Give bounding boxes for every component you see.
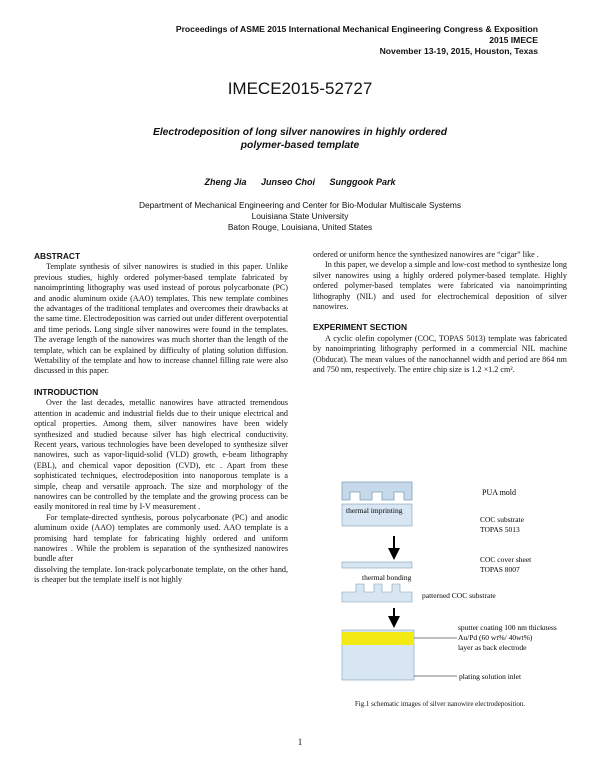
electrode-layer-shape <box>342 632 414 645</box>
author-name: Sunggook Park <box>329 177 396 187</box>
pua-mold-shape <box>342 482 412 500</box>
introduction-heading: INTRODUCTION <box>34 386 99 397</box>
label-thermal-imprinting: thermal imprinting <box>346 506 403 515</box>
paper-id: IMECE2015-52727 <box>227 79 373 98</box>
label-topas-8007: TOPAS 8007 <box>480 565 520 574</box>
header-line-3: November 13-19, 2015, Houston, Texas <box>379 46 538 56</box>
author-name: Junseo Choi <box>260 177 315 187</box>
process-schematic-figure <box>322 480 572 690</box>
right-paragraph-1: ordered or uniform hence the synthesized nanowires are “cigar” like . <box>313 250 539 259</box>
label-pua-mold: PUA mold <box>482 488 517 497</box>
abstract-heading: ABSTRACT <box>34 251 81 261</box>
label-sputter-1: sputter coating 100 nm thickness <box>458 623 557 632</box>
experiment-heading: EXPERIMENT SECTION <box>313 322 407 333</box>
introduction-paragraph-3: dissolving the template. Ion-track polycarbonate template, on the other hand, is cheaper but the template itself is not highly <box>34 564 288 585</box>
label-coc-cover: COC cover sheet <box>480 555 532 564</box>
abstract-text: Template synthesis of silver nanowires is studied in this paper. Unlike previous studies, highly ordered polymer-based template fabricated by nanoimprinting lithography was used instead of porous polycarbonate (PC) and anodic aluminum oxide (AAO) templates. This new template combines the advantages of the traditional templates and overcomes their drawbacks at the same time. Electrodeposition was carried out under different overpotential and time periods. Long single silver nanowires were found in the templates. The average length of the nanowires was much shorter than the length of the template, which can be explained by difficulty of plating solution diffusion. Wettability of the template and how to increase channel filling rate were also discussed in this paper. <box>34 262 288 376</box>
introduction-paragraph-2: For template-directed synthesis, porous polycarbonate (PC) and anodic aluminum oxide (AAO) templates are commonly used. AAO template is a promising hard template for fabricating highly ordered and uniform nanowires . While the problem is separation of the synthesized nanowires bundle after <box>34 512 288 564</box>
affiliation <box>60 200 540 233</box>
label-coc-substrate: COC substrate <box>480 515 524 524</box>
label-topas-5013: TOPAS 5013 <box>480 525 520 534</box>
header-line-2: 2015 IMECE <box>489 35 538 45</box>
label-plating-inlet: plating solution inlet <box>459 672 522 681</box>
right-column <box>313 250 567 375</box>
label-patterned-coc: patterned COC substrate <box>422 591 496 600</box>
header-line-1: Proceedings of ASME 2015 International Mechanical Engineering Congress & Exposition <box>175 24 538 34</box>
label-sputter-3: layer as back electrode <box>458 643 527 652</box>
title-line-1: Electrodeposition of long silver nanowires in highly ordered <box>152 127 448 138</box>
experiment-text: A cyclic olefin copolymer (COC, TOPAS 5013) template was fabricated by nanoimprinting lithography performed in a commercial NIL machine (Obducat). The mean values of the nanochannel width and period are 864 nm and 750 nm, respectively. The entire chip size is 1.2 ×1.2 cm². <box>313 333 567 375</box>
author-list <box>0 177 600 187</box>
paper-title <box>60 126 540 152</box>
right-paragraph-2: In this paper, we develop a simple and low-cost method to synthesize long silver nanowires using a highly ordered polymer-based template. Highly ordered polymer-based templates were fabricated via nanoimprinting lithography (NIL) and used for electrochemical deposition of silver nanowires. <box>313 260 567 312</box>
label-thermal-bonding: thermal bonding <box>362 573 412 582</box>
page-number: 1 <box>297 737 303 747</box>
figure-caption: Fig.1 schematic images of silver nanowire electrodeposition. <box>354 700 526 708</box>
introduction-paragraph-1: Over the last decades, metallic nanowires have attracted tremendous attention in academic and industrial fields due to their unique electrical and optical properties. Among them, silver nanowires have been widely synthesized and studied because silver has high electrical conductivity. Recent years, various technologies have been developed to synthesize silver nanowires, such as vapor-liquid-solid (VLD) growth, e-beam lithography (EBL), and chemical vapor deposition (CVD), etc . Apart from these sophisticated techniques, electrodeposition into nanoporous template is a simple, cheap and versatile approach. The size and morphology of the nanowires can be controlled by the template and the growing process can be easily monitored in real time by I-V measurement . <box>34 398 288 512</box>
left-column <box>34 251 288 586</box>
label-sputter-2: Au/Pd (60 wt%/ 40wt%) <box>458 633 533 642</box>
title-line-2: polymer-based template <box>240 140 360 151</box>
affiliation-line-3: Baton Rouge, Louisiana, United States <box>227 222 373 232</box>
patterned-substrate-shape <box>342 584 412 602</box>
conference-header <box>176 24 538 57</box>
cover-sheet-shape <box>342 562 412 568</box>
affiliation-line-1: Department of Mechanical Engineering and Center for Bio-Modular Multiscale Systems <box>138 200 462 210</box>
affiliation-line-2: Louisiana State University <box>251 211 349 221</box>
author-name: Zheng Jia <box>204 177 247 187</box>
